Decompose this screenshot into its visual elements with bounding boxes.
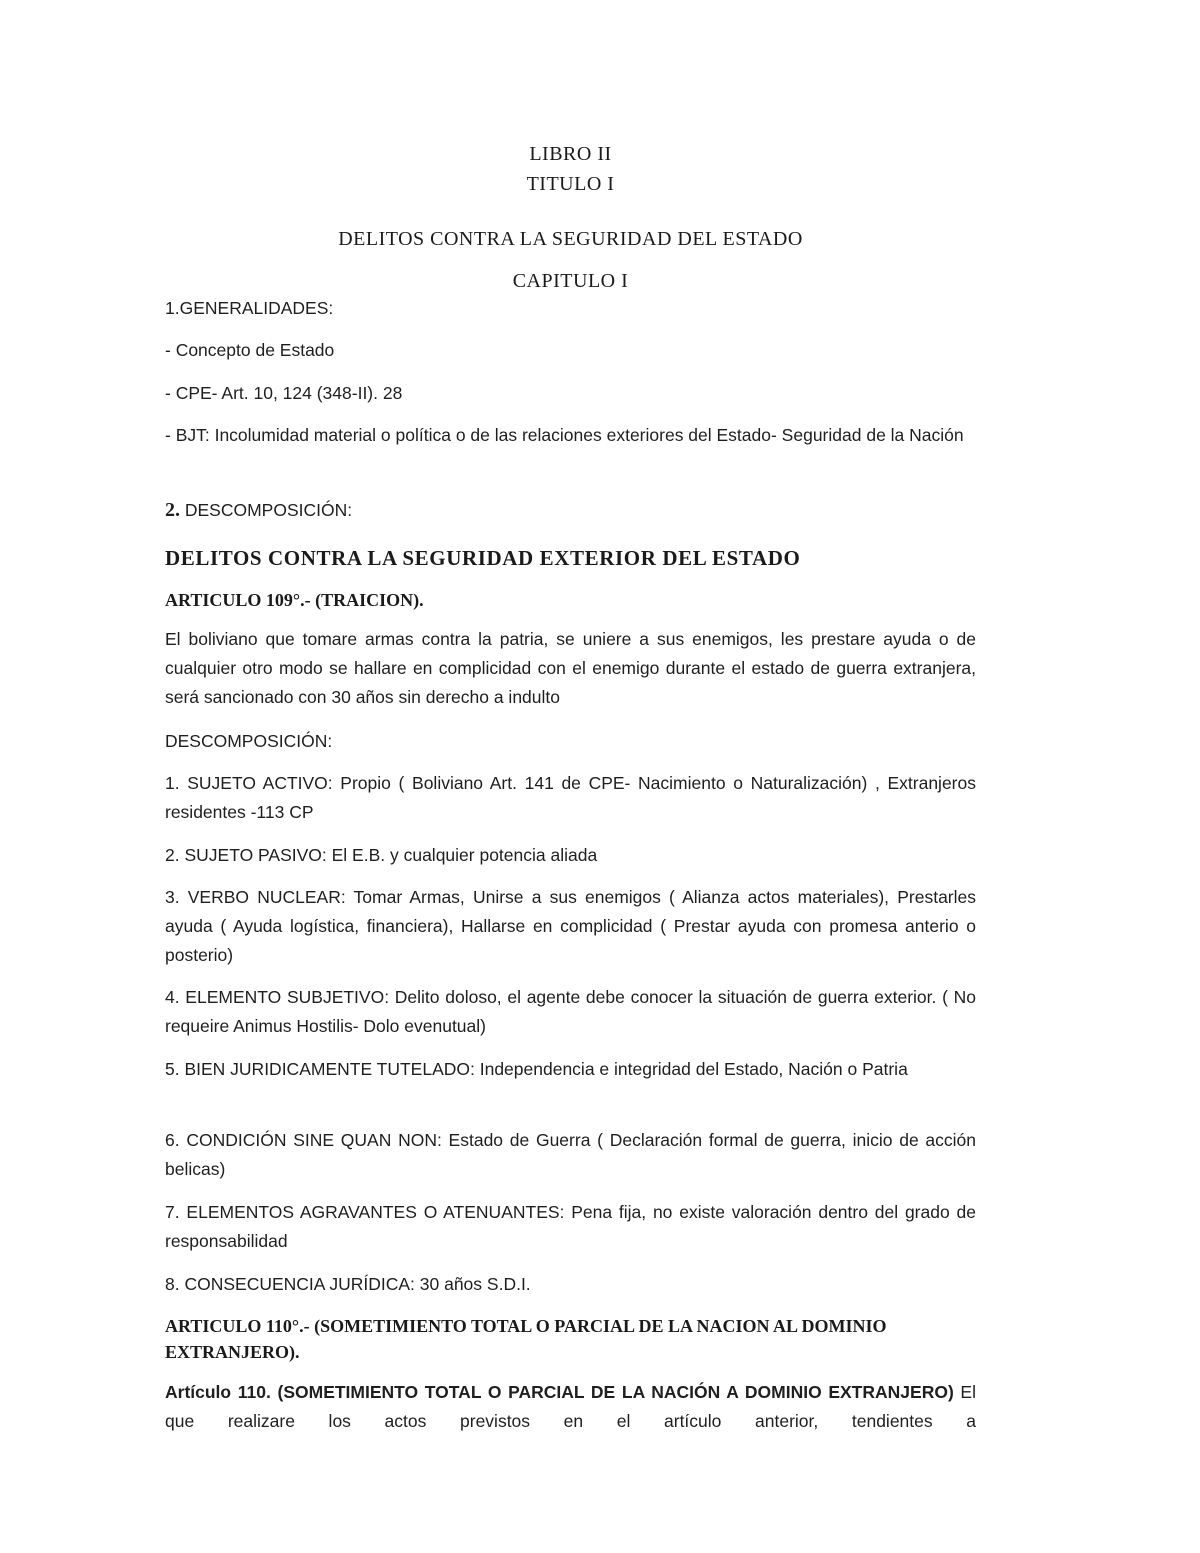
- art109-item: 1. SUJETO ACTIVO: Propio ( Boliviano Art. 141 de CPE- Nacimiento o Naturalización) , Extranjeros residentes -113 CP: [165, 773, 976, 822]
- delitos-heading: DELITOS CONTRA LA SEGURIDAD DEL ESTADO: [338, 228, 803, 250]
- art109-decomp-label: DESCOMPOSICIÓN:: [165, 731, 333, 751]
- titulo-heading: TITULO I: [526, 173, 615, 195]
- document-page: [165, 0, 976, 1553]
- art110-paragraph: [165, 1378, 976, 1436]
- art109-item: 5. BIEN JURIDICAMENTE TUTELADO: Independencia e integridad del Estado, Nación o Patria: [165, 1059, 908, 1079]
- art109-item: 3. VERBO NUCLEAR: Tomar Armas, Unirse a sus enemigos ( Alianza actos materiales), Prestarles ayuda ( Ayuda logística, financiera), Hallarse en complicidad ( Prestar ayuda con promesa anterio o posterio): [165, 887, 976, 965]
- descomposicion-number: 2.: [165, 499, 180, 521]
- generalidades-heading: 1.GENERALIDADES:: [165, 298, 334, 318]
- art110-text: El que realizare los actos previstos en el artículo anterior, tendientes a: [165, 1382, 976, 1431]
- art110-heading: ARTICULO 110°.- (SOMETIMIENTO TOTAL O PARCIAL DE LA NACION AL DOMINIO EXTRANJERO).: [165, 1316, 887, 1362]
- descomposicion-label: DESCOMPOSICIÓN:: [180, 500, 353, 520]
- art109-heading: ARTICULO 109°.- (TRAICION).: [165, 590, 424, 610]
- libro-heading: LIBRO II: [529, 143, 612, 165]
- art110-bold-intro: Artículo 110. (SOMETIMIENTO TOTAL O PARCIAL DE LA NACIÓN A DOMINIO EXTRANJERO): [165, 1382, 954, 1402]
- generalidades-item: - CPE- Art. 10, 124 (348-II). 28: [165, 383, 403, 403]
- generalidades-item: - Concepto de Estado: [165, 340, 335, 360]
- art109-item: 8. CONSECUENCIA JURÍDICA: 30 años S.D.I.: [165, 1274, 531, 1294]
- art109-text: El boliviano que tomare armas contra la patria, se uniere a sus enemigos, les prestare ayuda o de cualquier otro modo se hallare en complicidad con el enemigo durante el estado de guerra extranjera, será sancionado con 30 años sin derecho a indulto: [165, 629, 976, 707]
- art109-item: 4. ELEMENTO SUBJETIVO: Delito doloso, el agente debe conocer la situación de guerra exterior. ( No requeire Animus Hostilis- Dolo evenutual): [165, 987, 976, 1036]
- section-title: DELITOS CONTRA LA SEGURIDAD EXTERIOR DEL ESTADO: [165, 546, 801, 570]
- art109-item: 7. ELEMENTOS AGRAVANTES O ATENUANTES: Pena fija, no existe valoración dentro del grado de responsabilidad: [165, 1202, 976, 1251]
- art109-item: 6. CONDICIÓN SINE QUAN NON: Estado de Guerra ( Declaración formal de guerra, inicio de acción belicas): [165, 1130, 976, 1179]
- descomposicion-line: [165, 496, 976, 525]
- capitulo-heading: CAPITULO I: [512, 270, 629, 292]
- art109-item: 2. SUJETO PASIVO: El E.B. y cualquier potencia aliada: [165, 845, 598, 865]
- generalidades-item: - BJT: Incolumidad material o política o de las relaciones exteriores del Estado- Seguridad de la Nación: [165, 425, 964, 445]
